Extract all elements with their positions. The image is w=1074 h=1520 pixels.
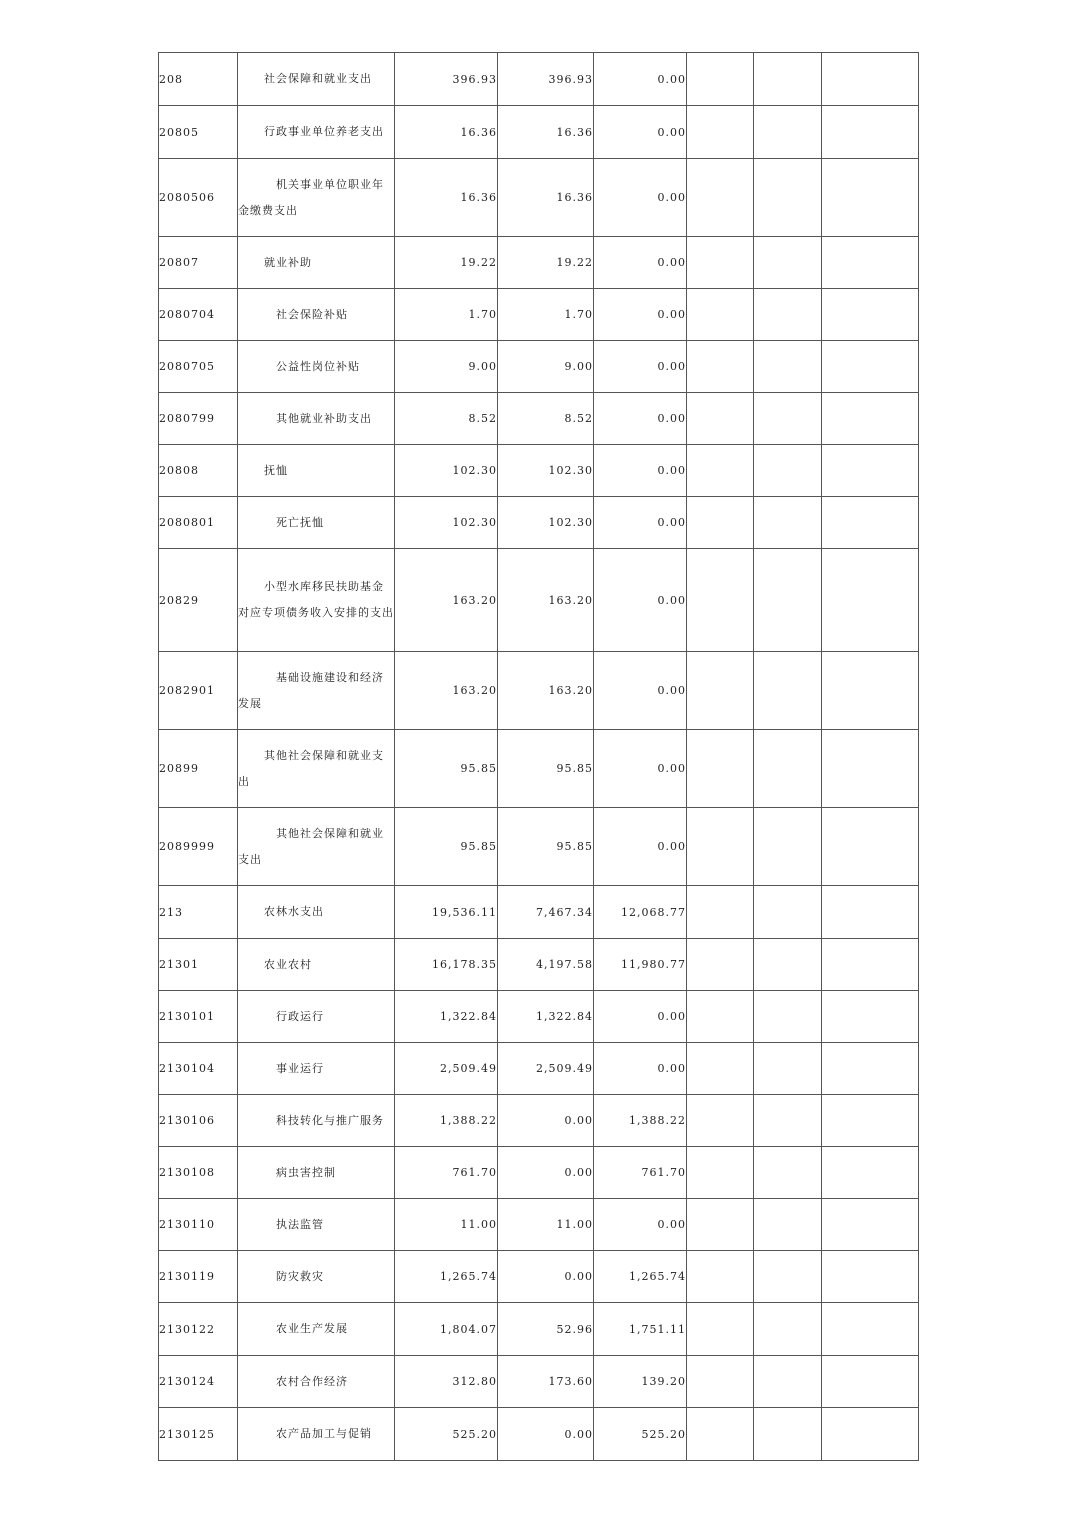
project-expenditure-cell: 0.00 — [594, 341, 687, 393]
subject-name-text: 防灾救灾 — [276, 1269, 324, 1283]
subject-name-text: 其他社会保障和就业支出 — [238, 748, 384, 788]
project-expenditure-cell: 0.00 — [594, 106, 687, 159]
subject-code-cell: 20899 — [159, 730, 238, 808]
empty-cell — [822, 53, 919, 106]
subject-code-cell: 2130101 — [159, 991, 238, 1043]
basic-expenditure-cell: 95.85 — [498, 730, 594, 808]
empty-cell — [687, 1408, 754, 1461]
empty-cell — [822, 1303, 919, 1356]
subject-name-cell — [238, 106, 395, 159]
table-row — [159, 1199, 919, 1251]
total-amount-cell: 761.70 — [395, 1147, 498, 1199]
project-expenditure-cell: 0.00 — [594, 652, 687, 730]
table-row — [159, 53, 919, 106]
basic-expenditure-cell: 2,509.49 — [498, 1043, 594, 1095]
subject-name-text: 行政运行 — [276, 1009, 324, 1023]
project-expenditure-cell: 0.00 — [594, 289, 687, 341]
project-expenditure-cell: 0.00 — [594, 159, 687, 237]
subject-code-cell: 2130108 — [159, 1147, 238, 1199]
empty-cell — [687, 341, 754, 393]
subject-code-cell: 20807 — [159, 237, 238, 289]
subject-code-cell: 21301 — [159, 939, 238, 991]
subject-code-cell: 2130106 — [159, 1095, 238, 1147]
table-row — [159, 1408, 919, 1461]
empty-cell — [687, 1095, 754, 1147]
total-amount-cell: 16,178.35 — [395, 939, 498, 991]
subject-name-cell — [238, 393, 395, 445]
total-amount-cell: 1,804.07 — [395, 1303, 498, 1356]
project-expenditure-cell: 11,980.77 — [594, 939, 687, 991]
project-expenditure-cell: 0.00 — [594, 730, 687, 808]
empty-cell — [754, 1199, 822, 1251]
empty-cell — [687, 1043, 754, 1095]
project-expenditure-cell: 0.00 — [594, 393, 687, 445]
project-expenditure-cell: 0.00 — [594, 1199, 687, 1251]
subject-code-cell: 2080799 — [159, 393, 238, 445]
subject-code-cell: 2130104 — [159, 1043, 238, 1095]
empty-cell — [822, 289, 919, 341]
subject-code-cell: 2080705 — [159, 341, 238, 393]
empty-cell — [822, 730, 919, 808]
table-row — [159, 886, 919, 939]
subject-name-text: 农业生产发展 — [276, 1322, 348, 1335]
total-amount-cell: 19.22 — [395, 237, 498, 289]
empty-cell — [754, 886, 822, 939]
subject-name-text: 抚恤 — [264, 463, 288, 477]
empty-cell — [687, 445, 754, 497]
subject-code-cell: 2130125 — [159, 1408, 238, 1461]
table-row — [159, 497, 919, 549]
empty-cell — [822, 549, 919, 652]
empty-cell — [687, 808, 754, 886]
subject-code-cell: 2089999 — [159, 808, 238, 886]
table-row — [159, 1147, 919, 1199]
subject-code-cell: 20805 — [159, 106, 238, 159]
subject-name-text: 农产品加工与促销 — [276, 1427, 372, 1440]
subject-name-cell — [238, 1199, 395, 1251]
empty-cell — [822, 106, 919, 159]
subject-name-text: 农林水支出 — [264, 905, 324, 918]
table-row — [159, 289, 919, 341]
empty-cell — [754, 106, 822, 159]
basic-expenditure-cell: 9.00 — [498, 341, 594, 393]
basic-expenditure-cell: 0.00 — [498, 1095, 594, 1147]
basic-expenditure-cell: 396.93 — [498, 53, 594, 106]
empty-cell — [822, 497, 919, 549]
empty-cell — [822, 886, 919, 939]
empty-cell — [822, 939, 919, 991]
subject-name-cell — [238, 497, 395, 549]
empty-cell — [687, 497, 754, 549]
empty-cell — [754, 393, 822, 445]
table-row — [159, 1303, 919, 1356]
subject-code-cell: 2130110 — [159, 1199, 238, 1251]
empty-cell — [687, 1251, 754, 1303]
total-amount-cell: 16.36 — [395, 106, 498, 159]
subject-name-cell — [238, 991, 395, 1043]
subject-name-text: 死亡抚恤 — [276, 515, 324, 529]
table-row — [159, 549, 919, 652]
empty-cell — [687, 652, 754, 730]
subject-name-cell — [238, 939, 395, 991]
subject-name-cell — [238, 549, 395, 652]
empty-cell — [822, 808, 919, 886]
empty-cell — [687, 393, 754, 445]
total-amount-cell: 163.20 — [395, 549, 498, 652]
total-amount-cell: 102.30 — [395, 497, 498, 549]
subject-name-text: 其他社会保障和就业支出 — [238, 826, 384, 866]
subject-name-cell — [238, 1356, 395, 1408]
empty-cell — [822, 1043, 919, 1095]
project-expenditure-cell: 0.00 — [594, 445, 687, 497]
subject-name-cell — [238, 1408, 395, 1461]
project-expenditure-cell: 0.00 — [594, 808, 687, 886]
basic-expenditure-cell: 1.70 — [498, 289, 594, 341]
subject-name-text: 科技转化与推广服务 — [276, 1113, 384, 1127]
basic-expenditure-cell: 7,467.34 — [498, 886, 594, 939]
project-expenditure-cell: 12,068.77 — [594, 886, 687, 939]
basic-expenditure-cell: 11.00 — [498, 1199, 594, 1251]
empty-cell — [822, 341, 919, 393]
empty-cell — [822, 237, 919, 289]
table-row — [159, 1251, 919, 1303]
total-amount-cell: 8.52 — [395, 393, 498, 445]
total-amount-cell: 1,265.74 — [395, 1251, 498, 1303]
table-row — [159, 106, 919, 159]
empty-cell — [687, 237, 754, 289]
basic-expenditure-cell: 4,197.58 — [498, 939, 594, 991]
project-expenditure-cell: 0.00 — [594, 991, 687, 1043]
empty-cell — [754, 1147, 822, 1199]
subject-code-cell: 2130122 — [159, 1303, 238, 1356]
project-expenditure-cell: 525.20 — [594, 1408, 687, 1461]
subject-name-cell — [238, 1095, 395, 1147]
empty-cell — [822, 159, 919, 237]
table-row — [159, 341, 919, 393]
subject-name-cell — [238, 1147, 395, 1199]
subject-name-text: 行政事业单位养老支出 — [264, 125, 384, 138]
empty-cell — [687, 991, 754, 1043]
subject-name-text: 基础设施建设和经济发展 — [238, 670, 384, 710]
empty-cell — [687, 886, 754, 939]
subject-name-cell — [238, 159, 395, 237]
subject-name-text: 公益性岗位补贴 — [276, 359, 360, 373]
project-expenditure-cell: 1,265.74 — [594, 1251, 687, 1303]
empty-cell — [754, 1043, 822, 1095]
empty-cell — [687, 1356, 754, 1408]
empty-cell — [822, 1408, 919, 1461]
subject-name-text: 社会保障和就业支出 — [264, 72, 372, 85]
empty-cell — [754, 289, 822, 341]
project-expenditure-cell: 0.00 — [594, 237, 687, 289]
subject-name-text: 社会保险补贴 — [276, 307, 348, 321]
basic-expenditure-cell: 0.00 — [498, 1251, 594, 1303]
empty-cell — [754, 1251, 822, 1303]
subject-name-cell — [238, 1043, 395, 1095]
table-row — [159, 730, 919, 808]
subject-name-cell — [238, 53, 395, 106]
total-amount-cell: 1,322.84 — [395, 991, 498, 1043]
table-row — [159, 1043, 919, 1095]
empty-cell — [754, 445, 822, 497]
subject-name-text: 事业运行 — [276, 1061, 324, 1075]
subject-code-cell: 20829 — [159, 549, 238, 652]
subject-name-cell — [238, 808, 395, 886]
empty-cell — [754, 808, 822, 886]
empty-cell — [822, 1356, 919, 1408]
subject-name-cell — [238, 289, 395, 341]
basic-expenditure-cell: 163.20 — [498, 652, 594, 730]
basic-expenditure-cell: 102.30 — [498, 445, 594, 497]
empty-cell — [754, 1095, 822, 1147]
empty-cell — [754, 730, 822, 808]
empty-cell — [687, 730, 754, 808]
basic-expenditure-cell: 0.00 — [498, 1147, 594, 1199]
subject-code-cell: 208 — [159, 53, 238, 106]
subject-name-cell — [238, 445, 395, 497]
table-row — [159, 237, 919, 289]
budget-table — [158, 52, 919, 1461]
project-expenditure-cell: 761.70 — [594, 1147, 687, 1199]
subject-name-text: 执法监管 — [276, 1217, 324, 1231]
subject-name-cell — [238, 1251, 395, 1303]
total-amount-cell: 95.85 — [395, 730, 498, 808]
subject-name-cell — [238, 886, 395, 939]
subject-code-cell: 2080506 — [159, 159, 238, 237]
basic-expenditure-cell: 0.00 — [498, 1408, 594, 1461]
subject-code-cell: 2080704 — [159, 289, 238, 341]
empty-cell — [687, 159, 754, 237]
empty-cell — [754, 1303, 822, 1356]
subject-code-cell: 2130124 — [159, 1356, 238, 1408]
project-expenditure-cell: 0.00 — [594, 53, 687, 106]
basic-expenditure-cell: 16.36 — [498, 106, 594, 159]
basic-expenditure-cell: 102.30 — [498, 497, 594, 549]
empty-cell — [754, 652, 822, 730]
table-row — [159, 808, 919, 886]
subject-name-cell — [238, 237, 395, 289]
basic-expenditure-cell: 1,322.84 — [498, 991, 594, 1043]
table-row — [159, 652, 919, 730]
subject-name-text: 农业农村 — [264, 957, 312, 971]
subject-code-cell: 2082901 — [159, 652, 238, 730]
subject-name-text: 机关事业单位职业年金缴费支出 — [238, 177, 384, 217]
total-amount-cell: 95.85 — [395, 808, 498, 886]
total-amount-cell: 11.00 — [395, 1199, 498, 1251]
empty-cell — [687, 1303, 754, 1356]
empty-cell — [687, 549, 754, 652]
total-amount-cell: 525.20 — [395, 1408, 498, 1461]
empty-cell — [754, 497, 822, 549]
empty-cell — [687, 1147, 754, 1199]
table-row — [159, 159, 919, 237]
subject-name-cell — [238, 341, 395, 393]
project-expenditure-cell: 0.00 — [594, 1043, 687, 1095]
basic-expenditure-cell: 173.60 — [498, 1356, 594, 1408]
empty-cell — [687, 53, 754, 106]
empty-cell — [822, 1147, 919, 1199]
total-amount-cell: 1.70 — [395, 289, 498, 341]
empty-cell — [687, 1199, 754, 1251]
basic-expenditure-cell: 16.36 — [498, 159, 594, 237]
subject-name-cell — [238, 652, 395, 730]
subject-name-text: 就业补助 — [264, 255, 312, 269]
subject-name-text: 其他就业补助支出 — [276, 411, 372, 425]
project-expenditure-cell: 1,751.11 — [594, 1303, 687, 1356]
table-row — [159, 393, 919, 445]
empty-cell — [754, 237, 822, 289]
empty-cell — [754, 1408, 822, 1461]
empty-cell — [754, 53, 822, 106]
table-row — [159, 445, 919, 497]
total-amount-cell: 102.30 — [395, 445, 498, 497]
subject-name-text: 小型水库移民扶助基金对应专项债务收入安排的支出 — [238, 580, 394, 619]
project-expenditure-cell: 0.00 — [594, 497, 687, 549]
total-amount-cell: 2,509.49 — [395, 1043, 498, 1095]
empty-cell — [754, 939, 822, 991]
project-expenditure-cell: 139.20 — [594, 1356, 687, 1408]
total-amount-cell: 16.36 — [395, 159, 498, 237]
subject-code-cell: 2080801 — [159, 497, 238, 549]
basic-expenditure-cell: 52.96 — [498, 1303, 594, 1356]
subject-name-text: 农村合作经济 — [276, 1374, 348, 1388]
basic-expenditure-cell: 8.52 — [498, 393, 594, 445]
table-row — [159, 939, 919, 991]
table-body — [159, 53, 919, 1461]
subject-name-text: 病虫害控制 — [276, 1165, 336, 1179]
subject-name-cell — [238, 730, 395, 808]
empty-cell — [822, 652, 919, 730]
total-amount-cell: 1,388.22 — [395, 1095, 498, 1147]
total-amount-cell: 396.93 — [395, 53, 498, 106]
total-amount-cell: 19,536.11 — [395, 886, 498, 939]
subject-name-cell — [238, 1303, 395, 1356]
subject-code-cell: 20808 — [159, 445, 238, 497]
total-amount-cell: 9.00 — [395, 341, 498, 393]
empty-cell — [754, 341, 822, 393]
empty-cell — [822, 1251, 919, 1303]
empty-cell — [822, 445, 919, 497]
subject-code-cell: 2130119 — [159, 1251, 238, 1303]
empty-cell — [754, 991, 822, 1043]
basic-expenditure-cell: 19.22 — [498, 237, 594, 289]
basic-expenditure-cell: 95.85 — [498, 808, 594, 886]
empty-cell — [687, 939, 754, 991]
empty-cell — [687, 289, 754, 341]
basic-expenditure-cell: 163.20 — [498, 549, 594, 652]
empty-cell — [754, 549, 822, 652]
empty-cell — [822, 991, 919, 1043]
empty-cell — [822, 1199, 919, 1251]
table-row — [159, 1095, 919, 1147]
empty-cell — [754, 159, 822, 237]
subject-code-cell: 213 — [159, 886, 238, 939]
empty-cell — [687, 106, 754, 159]
total-amount-cell: 163.20 — [395, 652, 498, 730]
table-row — [159, 1356, 919, 1408]
empty-cell — [754, 1356, 822, 1408]
project-expenditure-cell: 0.00 — [594, 549, 687, 652]
project-expenditure-cell: 1,388.22 — [594, 1095, 687, 1147]
total-amount-cell: 312.80 — [395, 1356, 498, 1408]
empty-cell — [822, 393, 919, 445]
empty-cell — [822, 1095, 919, 1147]
table-row — [159, 991, 919, 1043]
